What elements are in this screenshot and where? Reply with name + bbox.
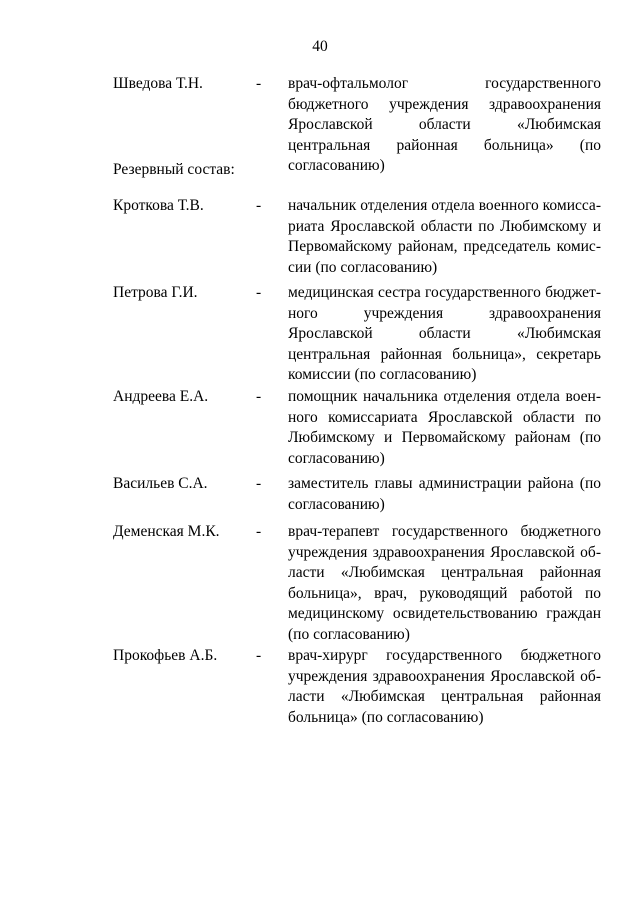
member-name: Андреева Е.А. [113,388,209,405]
member-description: начальник отделения отдела военного комиссариата Ярославской области по Любимскому и Первомайскому районам, председатель комиссии (по согласованию) [288,197,601,276]
separator-dash: - [256,475,262,492]
separator-dash: - [256,75,262,92]
member-description: заместитель главы администрации района (по согласованию) [288,475,601,513]
member-description: врач-терапевт государственного бюджетного учреждения здравоохранения Ярославской области «Любимская центральная районная больница», врач, руководящий работой по медицинскому освидетельствованию граждан (по согласованию) [288,523,601,643]
member-description: врач-хирург государственного бюджетного учреждения здравоохранения Ярославской области «Любимская центральная районная больница» (по согласованию) [288,647,601,726]
member-name: Прокофьев А.Б. [113,647,218,664]
member-description: врач-офтальмолог государственного бюджетного учреждения здравоохранения Ярославской области «Любимская центральная районная больница» (по согласованию) [288,75,601,174]
separator-dash: - [256,388,262,405]
separator-dash: - [256,523,262,540]
member-name: Деменская М.К. [113,523,220,540]
member-name: Васильев С.А. [113,475,208,492]
member-description: помощник начальника отделения отдела военного комиссариата Ярославской области по Любимскому и Первомайскому районам (по согласованию) [288,388,601,467]
page-number: 40 [312,38,328,55]
separator-dash: - [256,284,262,301]
member-name: Шведова Т.Н. [113,75,203,92]
member-description: медицинская сестра государственного бюджетного учреждения здравоохранения Ярославской области «Любимская центральная районная больница», секретарь комиссии (по согласованию) [288,284,601,383]
separator-dash: - [256,647,262,664]
reserve-heading: Резервный состав: [113,161,235,178]
member-name: Петрова Г.И. [113,284,198,301]
separator-dash: - [256,197,262,214]
member-name: Кроткова Т.В. [113,197,204,214]
